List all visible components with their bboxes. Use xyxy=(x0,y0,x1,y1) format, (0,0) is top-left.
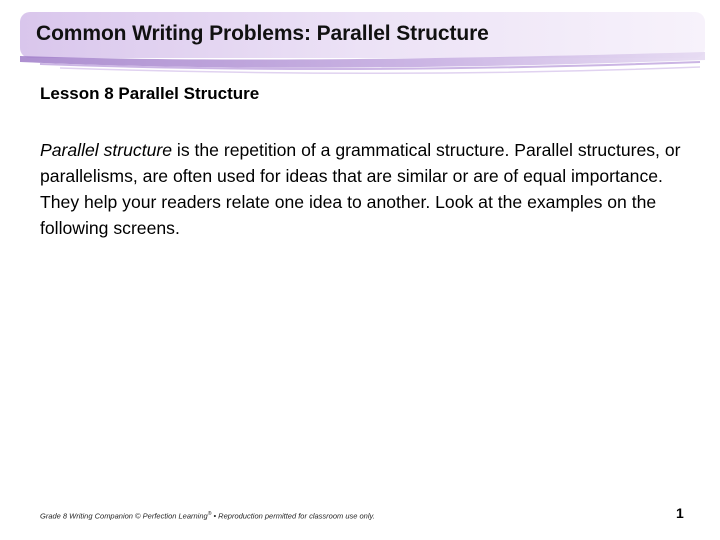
body-paragraph xyxy=(40,137,700,241)
slide-title: Common Writing Problems: Parallel Structure xyxy=(36,22,489,45)
footer-credit xyxy=(40,511,375,521)
footer-credit-text: Grade 8 Writing Companion © Perfection Learning xyxy=(40,511,208,521)
footer-permission-text: • Reproduction permitted for classroom use only. xyxy=(211,511,375,521)
italic-term: Parallel structure xyxy=(40,140,173,160)
slide-header xyxy=(0,0,720,80)
paragraph-text: is the repetition of a grammatical structure. Parallel structures, or parallelisms, are often used for ideas that are similar or are of equal importance. They help your readers relate one idea to another. Look at the examples on the following screens. xyxy=(40,140,681,238)
registered-mark: ® xyxy=(207,511,212,517)
page-number: 1 xyxy=(676,505,684,521)
lesson-title: Lesson 8 Parallel Structure xyxy=(40,84,260,103)
